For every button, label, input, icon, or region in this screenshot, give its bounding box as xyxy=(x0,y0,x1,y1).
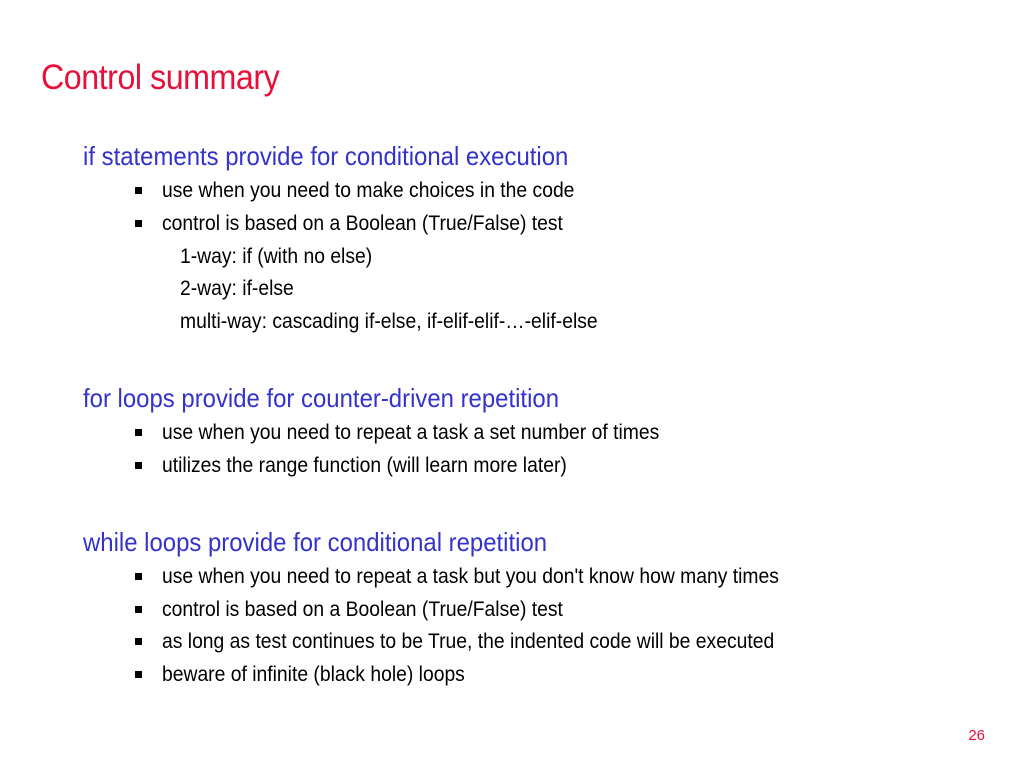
square-bullet-icon xyxy=(135,462,142,469)
bullet-item xyxy=(0,420,1023,448)
bullet-text: as long as test continues to be True, the indented code will be executed xyxy=(162,630,775,653)
square-bullet-icon xyxy=(135,606,142,613)
bullet-item xyxy=(0,453,1023,481)
section-heading-for: for loops provide for counter-driven repetition xyxy=(83,383,559,413)
bullet-text: beware of infinite (black hole) loops xyxy=(162,663,465,686)
bullet-text: control is based on a Boolean (True/False) test xyxy=(162,598,563,621)
bullet-item xyxy=(0,178,1023,206)
sub-line: 1-way: if (with no else) xyxy=(180,245,373,268)
square-bullet-icon xyxy=(135,187,142,194)
bullet-text: utilizes the range function (will learn more later) xyxy=(162,454,567,477)
square-bullet-icon xyxy=(135,220,142,227)
square-bullet-icon xyxy=(135,429,142,436)
square-bullet-icon xyxy=(135,573,142,580)
square-bullet-icon xyxy=(135,671,142,678)
bullet-text: use when you need to repeat a task but you don't know how many times xyxy=(162,565,779,588)
bullet-item xyxy=(0,662,1023,690)
bullet-text: use when you need to repeat a task a set number of times xyxy=(162,421,660,444)
bullet-item xyxy=(0,564,1023,592)
square-bullet-icon xyxy=(135,638,142,645)
bullet-item xyxy=(0,211,1023,239)
bullet-text: control is based on a Boolean (True/False) test xyxy=(162,212,563,235)
page-number: 26 xyxy=(968,727,985,744)
bullet-text: use when you need to make choices in the code xyxy=(162,179,575,202)
bullet-item xyxy=(0,629,1023,657)
section-heading-if: if statements provide for conditional execution xyxy=(83,141,569,171)
sub-line: multi-way: cascading if-else, if-elif-elif-…-elif-else xyxy=(180,310,598,333)
bullet-item xyxy=(0,597,1023,625)
section-heading-while: while loops provide for conditional repetition xyxy=(83,527,548,557)
sub-line: 2-way: if-else xyxy=(180,277,294,300)
slide-title: Control summary xyxy=(41,58,280,97)
